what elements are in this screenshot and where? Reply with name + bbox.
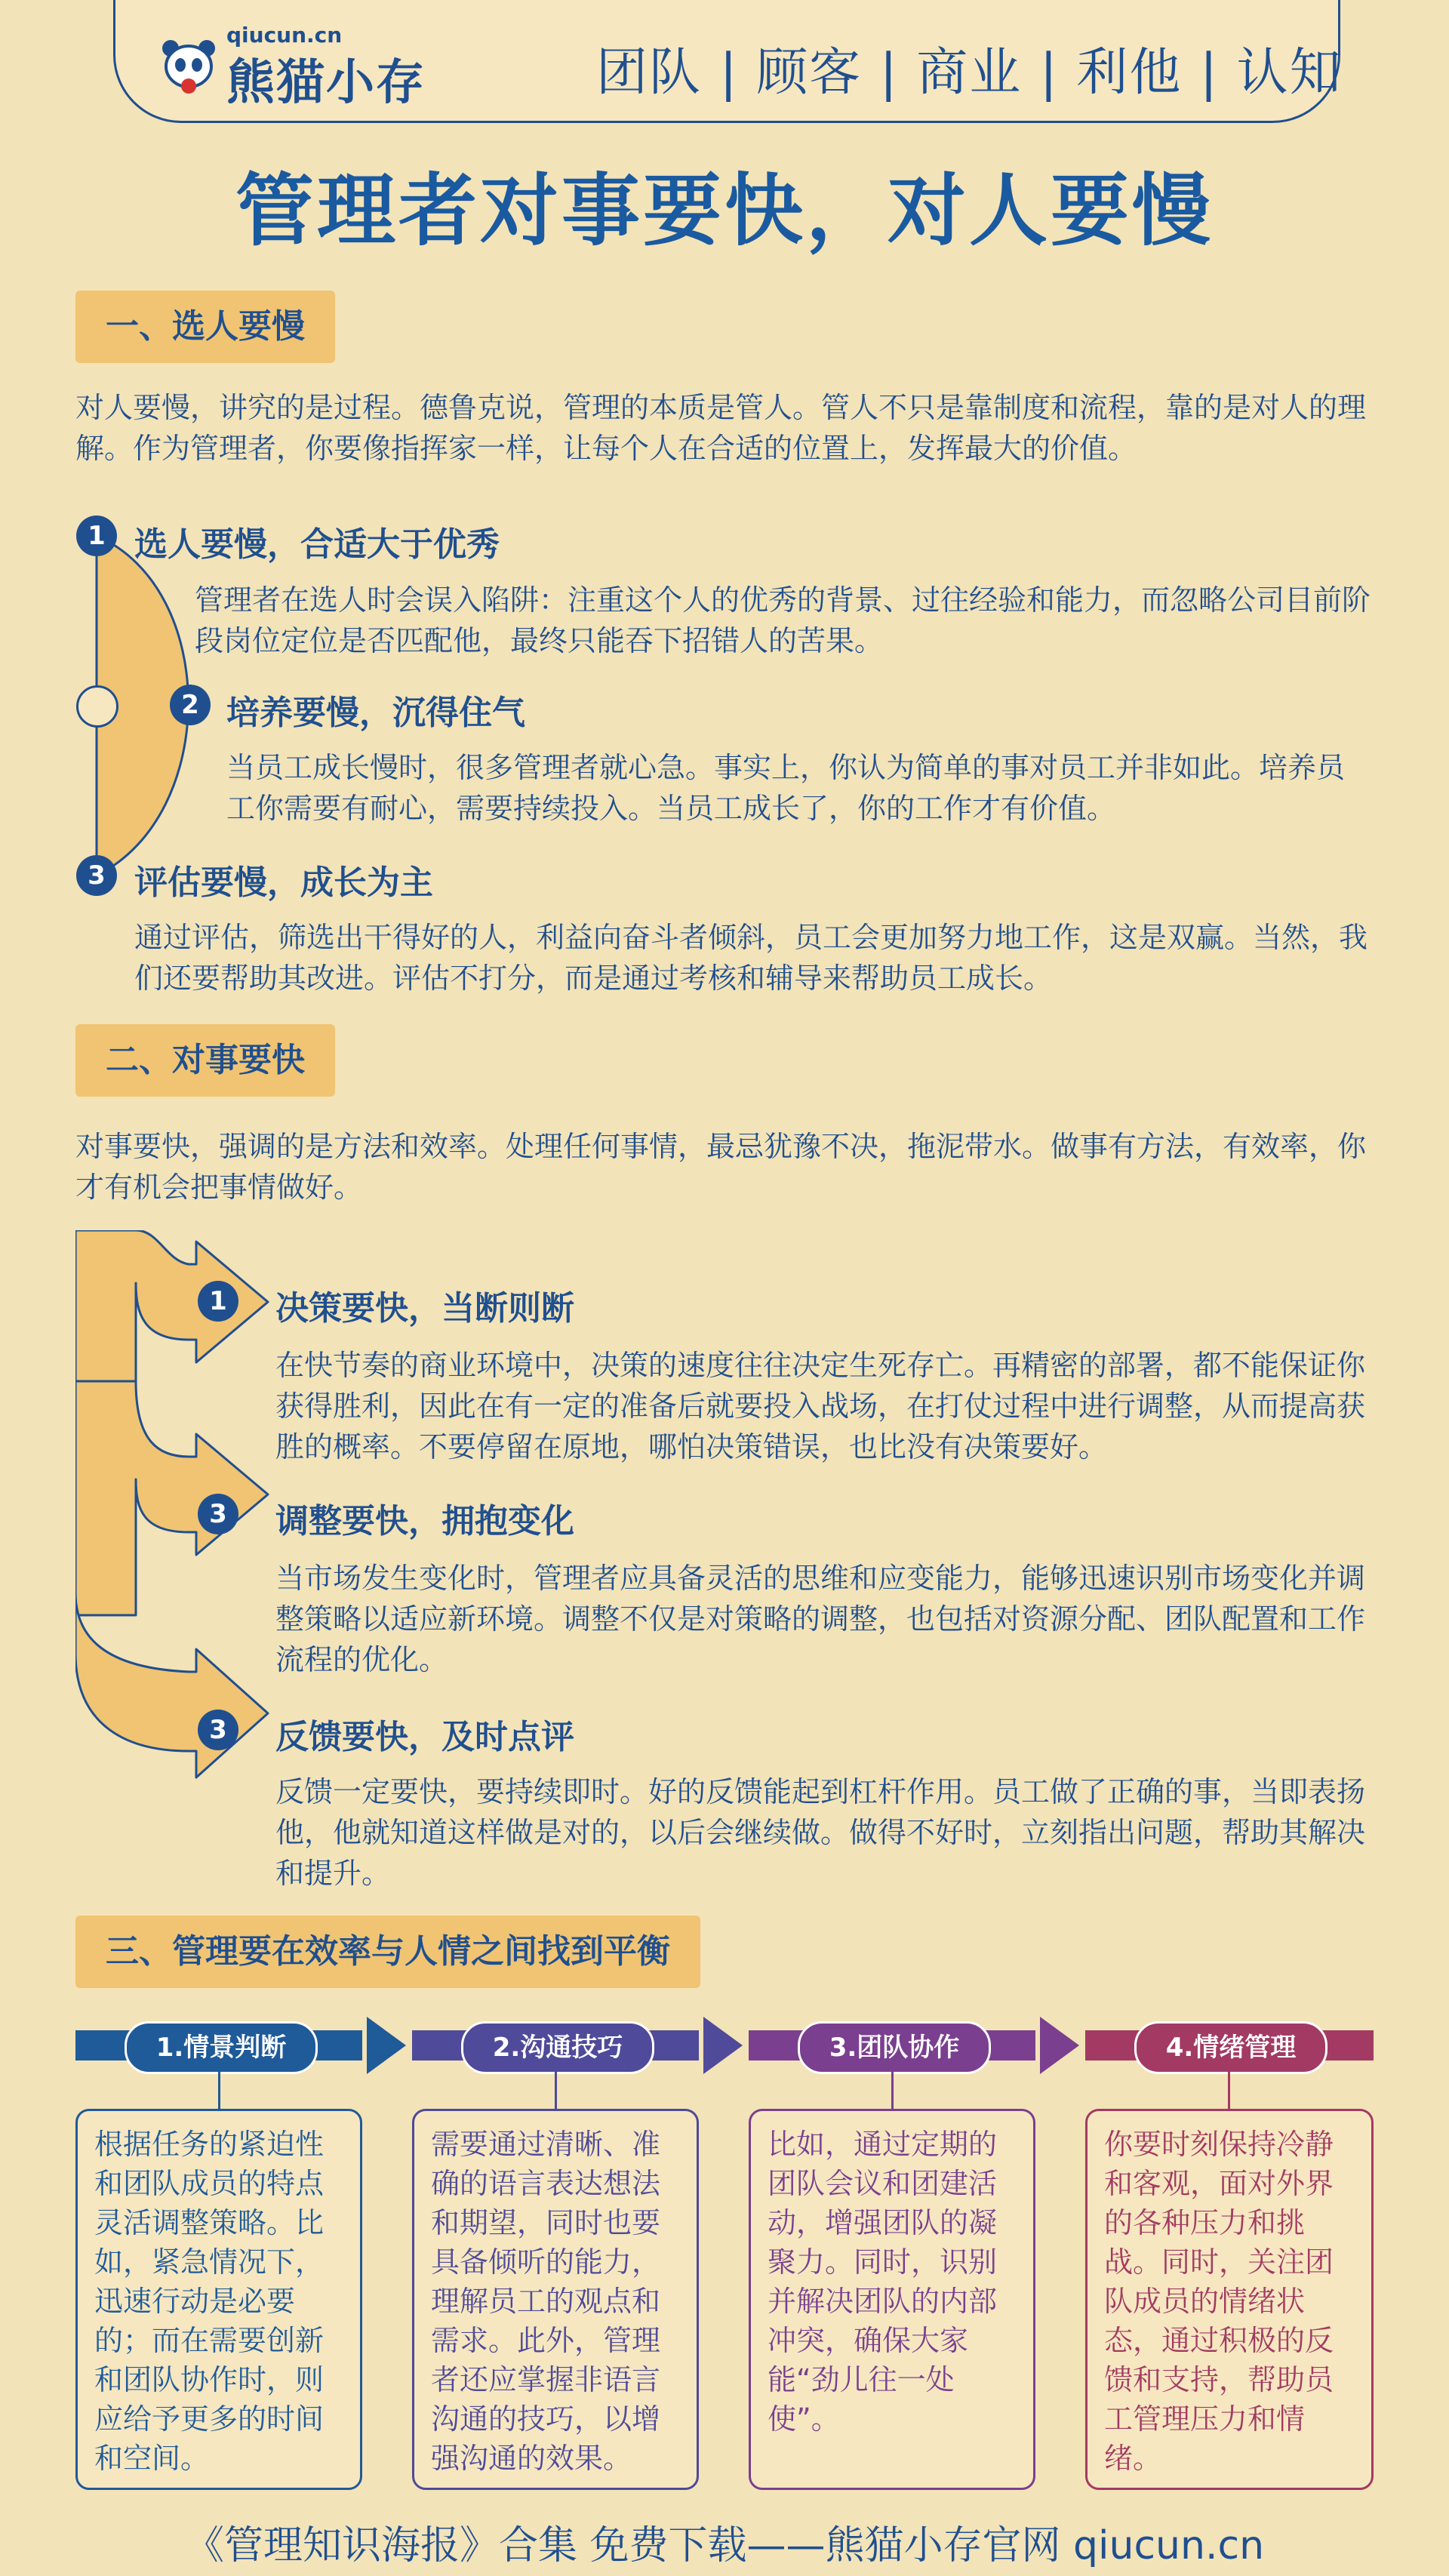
section2-intro: 对事要快，强调的是方法和效率。处理任何事情，最忌犹豫不决，拖泥带水。做事有方法，有效率，你才有机会把事情做好。 [75, 1130, 1367, 1204]
panda-logo-icon [158, 36, 219, 97]
step-number-badge: 3 [76, 855, 117, 896]
section1-item3-title: 评估要慢，成长为主 [134, 863, 433, 902]
section2-heading: 二、对事要快 [75, 1024, 335, 1097]
section1-heading: 一、选人要慢 [75, 291, 335, 363]
logo-url: qiucun.cn [226, 23, 343, 48]
section2-item2-title: 调整要快，拥抱变化 [275, 1502, 574, 1540]
step-pill-4: 4.情绪管理 [1134, 2021, 1327, 2074]
step-number-badge: 2 [170, 685, 211, 725]
flow-arrow-icon [1040, 2017, 1079, 2074]
section2-item1-text: 在快节奏的商业环境中，决策的速度往往决定生死存亡。再精密的部署，都不能保证你获得胜利，因此在有一定的准备后就要投入战场，在打仗过程中进行调整，从而提高获胜的概率。不要停留在原地，哪怕决策错误，也比没有决策要好。 [275, 1349, 1366, 1463]
footer-text[interactable]: 《管理知识海报》合集 免费下载——熊猫小存官网 qiucun.cn [184, 2523, 1265, 2568]
connector-line [555, 2070, 557, 2109]
section2-item1-title: 决策要快，当断则断 [275, 1289, 574, 1328]
step-box-1: 根据任务的紧迫性和团队成员的特点灵活调整策略。比如，紧急情况下，迅速行动是必要的；而在需要创新和团队协作时，则应给予更多的时间和空间。 [75, 2109, 362, 2490]
step-number-badge: 3 [198, 1710, 238, 1750]
flow-arrow-icon [703, 2017, 743, 2074]
step-box-2: 需要通过清晰、准确的语言表达想法和期望，同时也要具备倾听的能力，理解员工的观点和需求。此外，管理者还应掌握非语言沟通的技巧，以增强沟通的效果。 [412, 2109, 699, 2490]
section1-item3-text: 通过评估，筛选出干得好的人，利益向奋斗者倾斜，员工会更加努力地工作，这是双赢。当然，我们还要帮助其改进。评估不打分，而是通过考核和辅导来帮助员工成长。 [134, 921, 1368, 995]
step-pill-2: 2.沟通技巧 [461, 2021, 654, 2074]
step-box-3: 比如，通过定期的团队会议和团建活动，增强团队的凝聚力。同时，识别并解决团队的内部冲突，确保大家能“劲儿往一处使”。 [749, 2109, 1035, 2490]
connector-line [218, 2070, 220, 2109]
page-title: 管理者对事要快，对人要慢 [235, 165, 1214, 257]
step-number-badge: 3 [198, 1494, 238, 1534]
logo-name: 熊猫小存 [226, 55, 426, 111]
header-nav[interactable]: 团队 | 顾客 | 商业 | 利他 | 认知 [596, 43, 1343, 103]
section1-item2-text: 当员工成长慢时，很多管理者就心急。事实上，你认为简单的事对员工并非如此。培养员工你需要有耐心，需要持续投入。当员工成长了，你的工作才有价值。 [226, 751, 1346, 825]
section2-item2-text: 当市场发生变化时，管理者应具备灵活的思维和应变能力，能够迅速识别市场变化并调整策略以适应新环境。调整不仅是对策略的调整，也包括对资源分配、团队配置和工作流程的优化。 [275, 1562, 1366, 1676]
section1-item1-text: 管理者在选人时会误入陷阱：注重这个人的优秀的背景、过往经验和能力，而忽略公司目前阶段岗位定位是否匹配他，最终只能吞下招错人的苦果。 [195, 583, 1371, 657]
section2-item3-title: 反馈要快，及时点评 [275, 1718, 574, 1756]
connector-line [891, 2070, 894, 2109]
step-number-badge: 1 [76, 516, 117, 556]
section2-item3-text: 反馈一定要快，要持续即时。好的反馈能起到杠杆作用。员工做了正确的事，当即表扬他，他就知道这样做是对的，以后会继续做。做得不好时，立刻指出问题，帮助其解决和提升。 [275, 1775, 1366, 1890]
step-number-badge: 1 [198, 1281, 238, 1322]
logo[interactable] [158, 23, 475, 111]
section1-item1-title: 选人要慢，合适大于优秀 [134, 525, 500, 564]
step-pill-1: 1.情景判断 [125, 2021, 318, 2074]
section1-item2-title: 培养要慢，沉得住气 [226, 694, 525, 732]
section3-heading: 三、管理要在效率与人情之间找到平衡 [75, 1916, 700, 1988]
connector-line [1228, 2070, 1230, 2109]
flow-arrow-icon [367, 2017, 406, 2074]
step-box-4: 你要时刻保持冷静和客观，面对外界的各种压力和挑战。同时，关注团队成员的情绪状态，通过积极的反馈和支持，帮助员工管理压力和情绪。 [1085, 2109, 1374, 2490]
process-arrows [75, 1230, 279, 1796]
step-pill-3: 3.团队协作 [798, 2021, 991, 2074]
section1-intro: 对人要慢，讲究的是过程。德鲁克说，管理的本质是管人。管人不只是靠制度和流程，靠的是对人的理解。作为管理者，你要像指挥家一样，让每个人在合适的位置上，发挥最大的价值。 [75, 391, 1367, 465]
timeline-node [76, 685, 118, 728]
